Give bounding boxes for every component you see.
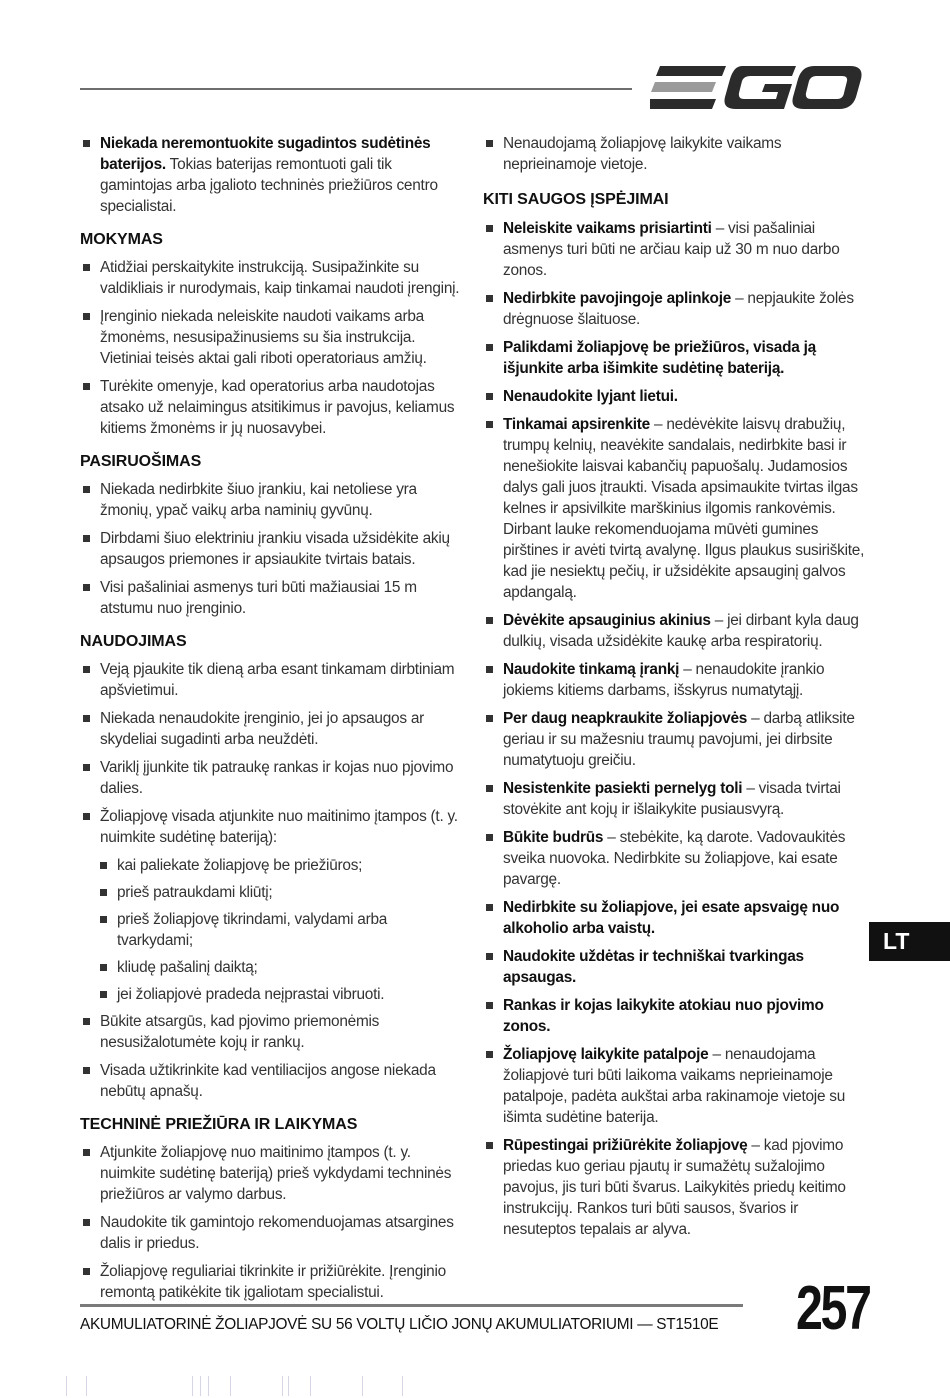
item-bold-text: Per daug neapkraukite žoliapjovės [503, 710, 748, 727]
list-item [483, 610, 865, 652]
item-bold-text: Nedirbkite su žoliapjove, jei esate apsvaigę nuo alkoholio arba vaistų. [503, 899, 840, 937]
item-bold-text: Niekada neremontuokite sugadintos sudėtinės baterijos. [100, 135, 431, 173]
item-text: kai paliekate žoliapjovę be priežiūros; [117, 857, 363, 874]
list-item [80, 757, 464, 799]
list-item [483, 414, 865, 603]
sub-list-item [80, 882, 464, 903]
item-text: Įrenginio niekada neleiskite naudoti vaikams arba žmonėms, nesusipažinusiems su šia instrukcija. Vietiniai teisės aktai gali riboti operatoriaus amžių. [100, 308, 427, 367]
item-text: – nepjaukite žolės drėgnuose šlaituose. [503, 290, 854, 328]
language-tab: LT [869, 922, 950, 961]
right-column [483, 133, 865, 1247]
list-item [80, 1212, 464, 1254]
list-item [483, 708, 865, 771]
item-text: Variklį įjunkite tik patraukę rankas ir kojas nuo pjovimo dalies. [100, 759, 454, 797]
list-item [80, 1142, 464, 1205]
item-bold-text: Rūpestingai prižiūrėkite žoliapjovę [503, 1137, 748, 1154]
item-text: – visada tvirtai stovėkite ant kojų ir išlaikykite pusiausvyrą. [503, 780, 841, 818]
sub-list-item [80, 957, 464, 978]
list-item [483, 1135, 865, 1240]
item-text: – visi pašaliniai asmenys turi būti ne arčiau kaip už 30 m nuo darbo zonos. [503, 220, 840, 279]
list-item [483, 946, 865, 988]
item-bold-text: Tinkamai apsirenkite [503, 416, 650, 433]
item-text: Nenaudojamą žoliapjovę laikykite vaikams neprieinamoje vietoje. [503, 135, 782, 173]
item-text: Turėkite omenyje, kad operatorius arba naudotojas atsako už nelaimingus atsitikimus ir pavojus, keliamus kitiems žmonėms ir jų nuosavybei. [100, 378, 455, 437]
item-text: Niekada nedirbkite šiuo įrankiu, kai netoliese yra žmonių, ypač vaikų arba naminių gyvūnų. [100, 481, 417, 519]
list-item [80, 1011, 464, 1053]
list-item [80, 1261, 464, 1303]
item-text: Atidžiai perskaitykite instrukciją. Susipažinkite su valdikliais ir nurodymais, kaip tinkamai naudoti įrenginį. [100, 259, 460, 297]
item-bold-text: Naudokite uždėtas ir techniškai tvarkingas apsaugas. [503, 948, 804, 986]
item-text: prieš žoliapjovę tikrindami, valydami arba tvarkydami; [117, 911, 388, 949]
list-item [80, 659, 464, 701]
item-text: – nenaudojama žoliapjovė turi būti laikoma vaikams neprieinamoje patalpoje, padėta aukštai arba rakinamoje vietoje su išimta sudėtine baterija. [503, 1046, 846, 1126]
item-text: Atjunkite žoliapjovę nuo maitinimo įtampos (t. y. nuimkite sudėtinę bateriją) prieš vykdydami techninės priežiūros ar valymo darbus. [100, 1144, 452, 1203]
list-item [483, 659, 865, 701]
list-item [80, 306, 464, 369]
section-heading: MOKYMAS [80, 231, 163, 248]
item-bold-text: Rankas ir kojas laikykite atokiau nuo pjovimo zonos. [503, 997, 824, 1035]
list-item [80, 708, 464, 750]
ego-logo [650, 62, 862, 114]
item-bold-text: Nedirbkite pavojingoje aplinkoje [503, 290, 732, 307]
footer-rule [80, 1304, 743, 1307]
item-bold-text: Žoliapjovę laikykite patalpoje [503, 1046, 709, 1063]
item-bold-text: Naudokite tinkamą įrankį [503, 661, 680, 678]
item-text: Visi pašaliniai asmenys turi būti mažiausiai 15 m atstumu nuo įrenginio. [100, 579, 417, 617]
list-item [483, 288, 865, 330]
section-heading: TECHNINĖ PRIEŽIŪRA IR LAIKYMAS [80, 1116, 358, 1133]
sub-list-item [80, 855, 464, 876]
item-text: Naudokite tik gamintojo rekomenduojamas atsargines dalis ir priedus. [100, 1214, 454, 1252]
list-item [80, 1060, 464, 1102]
item-text: – darbą atliksite geriau ir su mažesniu traumų pavojumi, jei dirbsite numatytuoju greičiu. [503, 710, 855, 769]
list-item [483, 827, 865, 890]
section-heading: NAUDOJIMAS [80, 633, 187, 650]
header-rule [80, 88, 632, 90]
item-text: Būkite atsargūs, kad pjovimo priemonėmis nesusižalotumėte kojų ir rankų. [100, 1013, 380, 1051]
list-item [80, 479, 464, 521]
item-bold-text: Nesistenkite pasiekti pernelyg toli [503, 780, 743, 797]
footer-title: AKUMULIATORINĖ ŽOLIAPJOVĖ SU 56 VOLTŲ LIČIO JONŲ AKUMULIATORIUMI — ST1510E [80, 1316, 719, 1333]
item-bold-text: Būkite budrūs [503, 829, 604, 846]
item-bold-text: Neleiskite vaikams prisiartinti [503, 220, 712, 237]
item-bold-text: Palikdami žoliapjovę be priežiūros, visada ją išjunkite arba išimkite sudėtinę bateriją. [503, 339, 816, 377]
item-text: – jei dirbant kyla daug dulkių, visada užsidėkite kaukę arba respiratorių. [503, 612, 859, 650]
item-bold-text: Dėvėkite apsauginius akinius [503, 612, 711, 629]
list-item [483, 1044, 865, 1128]
page-number: 257 [796, 1274, 870, 1343]
item-text: Žoliapjovę reguliariai tikrinkite ir prižiūrėkite. Įrenginio remontą patikėkite tik įgaliotam specialistui. [100, 1263, 446, 1301]
item-text: Dirbdami šiuo elektriniu įrankiu visada užsidėkite akių apsaugos priemones ir apsiaukite tvirtais batais. [100, 530, 450, 568]
list-item [483, 778, 865, 820]
list-item [80, 133, 464, 217]
item-text: – nedėvėkite laisvų drabužių, trumpų kelnių, neavėkite sandalais, nedirbkite basi ir nenešiokite laisvai kabančių papuošalų. Judamosios dalys gali juos įtraukti. Visada apsimaukite tvirtas ilgas kelnes ir apsivilkite marškinius ilgomis rankovėmis. Dirbant lauke rekomenduojama mūvėti gumines pirštines ir avėti tvirtą avalynę. Ilgus plaukus susiriškite, kad jie nesiektų pečių, ir užsidėkite apsauginį galvos apdangalą. [503, 416, 865, 601]
section-heading: PASIRUOŠIMAS [80, 453, 202, 470]
section-heading: KITI SAUGOS ĮSPĖJIMAI [483, 191, 669, 208]
list-item [80, 257, 464, 299]
item-bold-text: Nenaudokite lyjant lietui. [503, 388, 678, 405]
item-text: prieš patraukdami kliūtį; [117, 884, 273, 901]
list-item [80, 376, 464, 439]
item-text: – kad pjovimo priedas kuo geriau pjautų ir sumažėtų sužalojimo pavojus, jis turi būti švarus. Laikykitės priedų keitimo instrukcijų. Rankos turi būti sausos, švarios ir nesuteptos tepalais ar alyva. [503, 1137, 846, 1238]
sub-list-item [80, 984, 464, 1005]
item-text: Visada užtikrinkite kad ventiliacijos angose niekada nebūtų apnašų. [100, 1062, 436, 1100]
list-item [80, 528, 464, 570]
list-item [483, 133, 865, 175]
sub-list-item [80, 909, 464, 951]
item-text: Tokias baterijas remontuoti gali tik gamintojas arba įgalioto techninės priežiūros centro specialistai. [100, 156, 438, 215]
list-item [80, 806, 464, 848]
item-text: Veją pjaukite tik dieną arba esant tinkamam dirbtiniam apšvietimui. [100, 661, 455, 699]
item-text: Niekada nenaudokite įrenginio, jei jo apsaugos ar skydeliai sugadinti arba neuždėti. [100, 710, 425, 748]
item-text: jei žoliapjovė pradeda neįprastai vibruoti. [117, 986, 385, 1003]
list-item [483, 897, 865, 939]
item-text: Žoliapjovę visada atjunkite nuo maitinimo įtampos (t. y. nuimkite sudėtinę bateriją): [100, 808, 458, 846]
print-marks [66, 1376, 456, 1396]
list-item [483, 218, 865, 281]
left-column [80, 133, 464, 1310]
list-item [483, 337, 865, 379]
list-item [80, 577, 464, 619]
list-item [483, 995, 865, 1037]
item-text: – stebėkite, ką darote. Vadovaukitės sveika nuovoka. Nedirbkite su žoliapjove, kai esate pavargę. [503, 829, 846, 888]
list-item [483, 386, 865, 407]
item-text: – nenaudokite įrankio jokiems kitiems darbams, išskyrus numatytąjį. [503, 661, 825, 699]
item-text: kliudę pašalinį daiktą; [117, 959, 258, 976]
